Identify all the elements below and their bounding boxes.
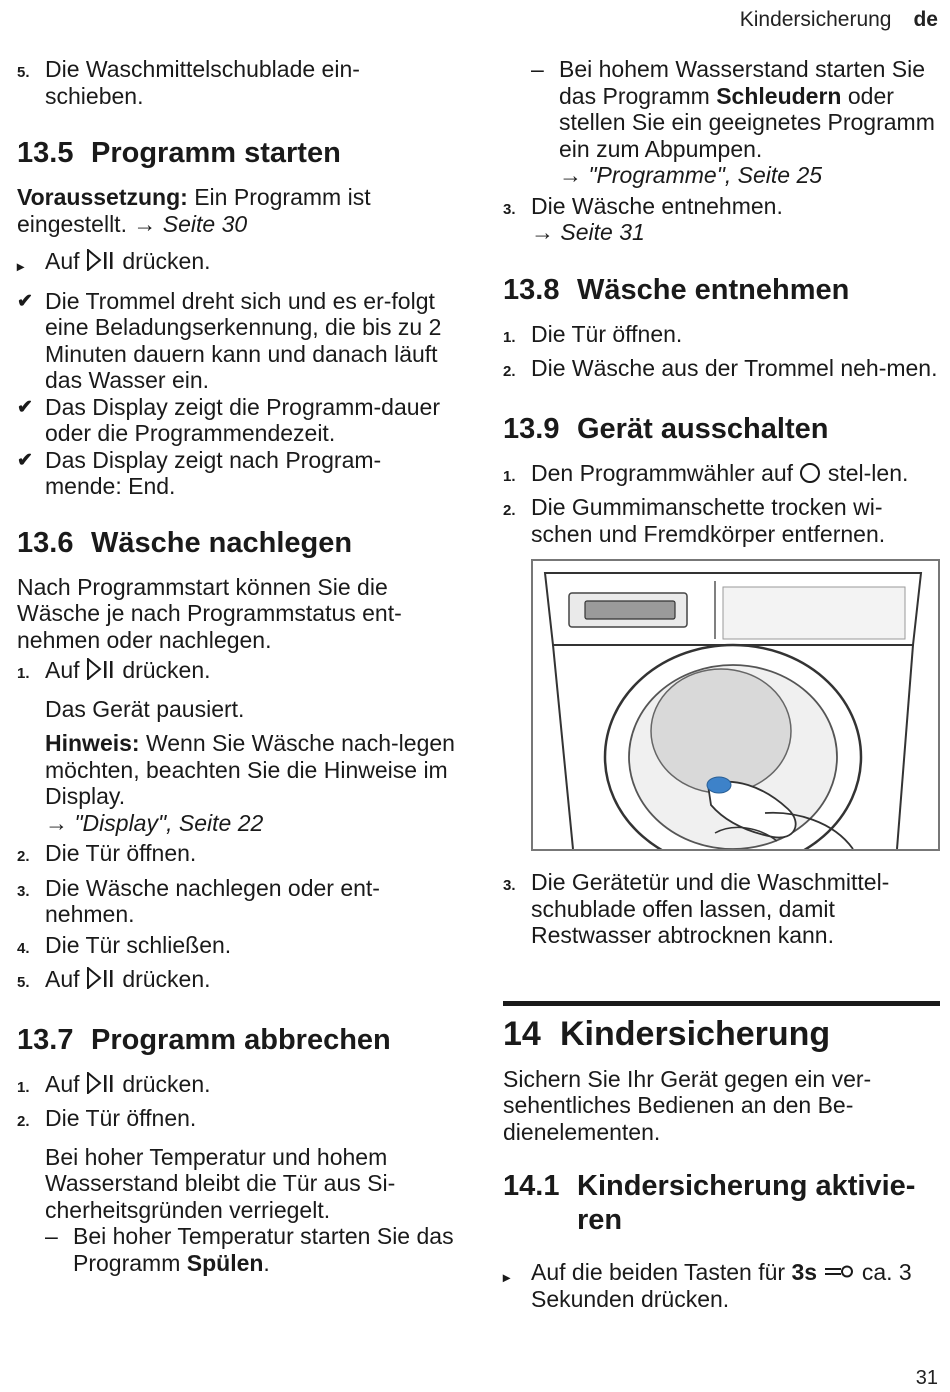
dash-item: – Bei hohem Wasserstand starten Sie das Programm Schleudern oder stellen Sie ein geeignetes Programm ein zum Abpumpen. → "Programme", Seite 25 <box>531 56 935 188</box>
arrow-right-icon: → <box>559 162 582 188</box>
step-item: 5. Auf drücken. <box>17 966 457 997</box>
step-item: 1. Die Tür öffnen. <box>503 320 683 347</box>
step-text: Die Waschmittelschublade ein-schieben. <box>45 56 360 109</box>
cross-reference-link[interactable]: Seite 31 <box>560 219 645 245</box>
start-pause-icon <box>86 1072 116 1100</box>
result-item: ✔ Das Display zeigt die Programm-dauer oder die Programmendezeit. <box>17 393 440 446</box>
step-item: 3. Die Gerätetür und die Waschmittel-schublade offen lassen, damit Restwasser abtrocknen kann. <box>503 869 890 948</box>
checkmark-icon: ✔ <box>17 449 33 471</box>
step-item: 1. Auf drücken. <box>17 657 457 688</box>
right-column <box>503 56 940 1312</box>
off-circle-icon <box>799 460 821 486</box>
section-intro: Nach Programmstart können Sie die Wäsche je nach Programmstatus ent-nehmen oder nachlegen. <box>17 573 402 653</box>
heading-13-9: 13.9 Gerät ausschalten <box>503 412 829 445</box>
illustration-washing-machine-door <box>531 559 940 851</box>
action-triangle-icon: ▸ <box>503 1269 511 1285</box>
result-item: ✔ Das Display zeigt nach Program-mende: End. <box>17 446 382 499</box>
key-lock-icon <box>823 1259 855 1285</box>
action-item: ▸ Auf drücken. <box>17 248 457 280</box>
cross-reference-link[interactable]: Seite 30 <box>162 210 248 237</box>
heading-13-8: 13.8 Wäsche entnehmen <box>503 273 850 306</box>
step-item: 3. Die Wäsche nachlegen oder ent-nehmen. <box>17 874 380 927</box>
prerequisite: Voraussetzung: Ein Programm ist eingestellt. → Seite 30 <box>17 184 371 237</box>
start-pause-icon <box>86 967 116 995</box>
step-item: 1. Auf drücken. <box>17 1071 457 1102</box>
header-section: Kindersicherung <box>739 8 892 31</box>
step-result: Das Gerät pausiert. <box>45 695 245 722</box>
step-item: 1. Den Programmwähler auf stel-len. <box>503 459 909 486</box>
step-item <box>17 56 457 109</box>
running-header <box>740 8 938 32</box>
action-triangle-icon: ▸ <box>17 258 25 274</box>
arrow-right-icon: → <box>133 210 157 237</box>
arrow-right-icon: → <box>45 809 68 836</box>
checkmark-icon: ✔ <box>17 396 33 418</box>
checkmark-icon: ✔ <box>17 290 33 312</box>
cross-reference-link[interactable]: "Display", Seite 22 <box>74 809 264 836</box>
step-item: 2. Die Gummimanschette trocken wi-schen und Fremdkörper entfernen. <box>503 494 886 547</box>
heading-13-7: 13.7 Programm abbrechen <box>17 1023 391 1056</box>
start-pause-icon <box>86 249 116 277</box>
step-detail: Bei hoher Temperatur und hohem Wasserstand bleibt die Tür aus Si-cherheitsgründen verriegelt. <box>45 1143 396 1223</box>
step-item: 3. Die Wäsche entnehmen. → Seite 31 <box>503 192 783 245</box>
dash-item: – Bei hoher Temperatur starten Sie das Programm Spülen. <box>45 1223 454 1276</box>
step-item: 2. Die Tür öffnen. <box>17 1105 197 1131</box>
start-pause-icon <box>86 658 116 686</box>
left-column <box>17 56 457 1276</box>
arrow-right-icon: → <box>531 219 554 245</box>
step-item: 2. Die Tür öffnen. <box>17 840 197 866</box>
heading-13-5: 13.5 Programm starten <box>17 137 341 169</box>
heading-14: 14 Kindersicherung <box>503 1001 940 1056</box>
page-number: 31 <box>915 1367 938 1389</box>
result-item: ✔ Die Trommel dreht sich und es er-folgt eine Beladungserkennung, die bis zu 2 Minuten dauern kann und danach läuft das Wasser ein. <box>17 287 442 393</box>
heading-13-6: 13.6 Wäsche nachlegen <box>17 526 353 559</box>
step-item: 4. Die Tür schließen. <box>17 931 232 958</box>
step-item: 2. Die Wäsche aus der Trommel neh-men. <box>503 355 938 381</box>
action-item: ▸ Auf die beiden Tasten für 3s ca. 3 Sekunden drücken. <box>503 1259 912 1312</box>
note: Hinweis: Wenn Sie Wäsche nach-legen möchten, beachten Sie die Hinweise im Display. → "Display", Seite 22 <box>45 730 455 836</box>
section-intro: Sichern Sie Ihr Gerät gegen ein ver-sehentliches Bedienen an den Be-dienelementen. <box>503 1065 872 1145</box>
heading-14-1: 14.1 Kindersicherung aktivie-ren <box>503 1170 916 1236</box>
cross-reference-link[interactable]: "Programme", Seite 25 <box>588 162 823 188</box>
header-lang: de <box>913 8 938 31</box>
step-number: 5. <box>17 64 30 81</box>
